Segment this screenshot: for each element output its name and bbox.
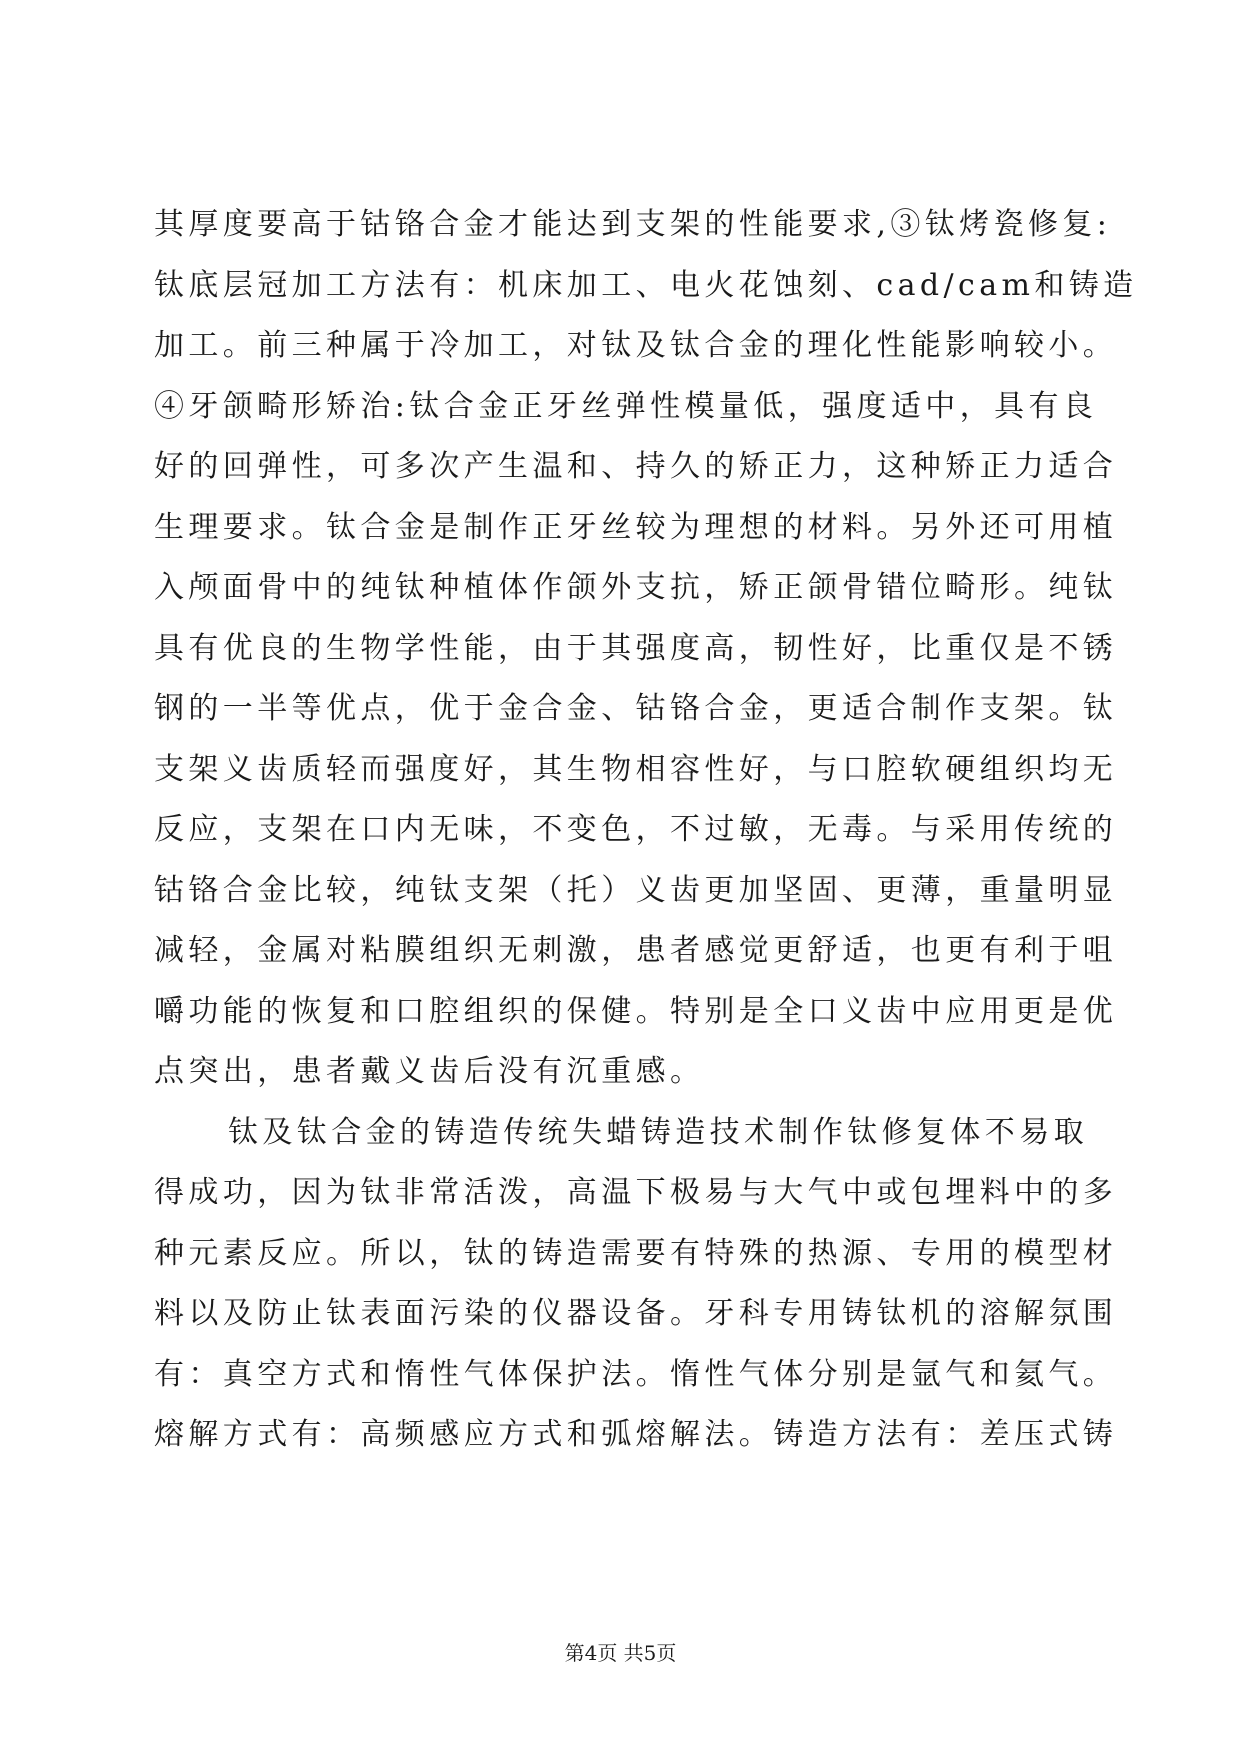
text-line: 反应，支架在口内无味，不变色，不过敏，无毒。与采用传统的 <box>154 812 1118 847</box>
text-line: 其厚度要高于钴铬合金才能达到支架的性能要求,③钛烤瓷修复: <box>154 207 1112 242</box>
text-line: 钢的一半等优点，优于金合金、钴铬合金，更适合制作支架。钛 <box>154 691 1118 726</box>
text-line: 料以及防止钛表面污染的仪器设备。牙科专用铸钛机的溶解氛围 <box>154 1296 1118 1331</box>
text-line: 生理要求。钛合金是制作正牙丝较为理想的材料。另外还可用植 <box>154 509 1118 545</box>
text-line: 钛及钛合金的铸造传统失蜡铸造技术制作钛修复体不易取 <box>228 1114 1088 1150</box>
text-line: 好的回弹性，可多次产生温和、持久的矫正力，这种矫正力适合 <box>154 449 1118 484</box>
text-line: 嚼功能的恢复和口腔组织的保健。特别是全口义齿中应用更是优 <box>154 993 1118 1029</box>
text-line: 有：真空方式和惰性气体保护法。惰性气体分别是氩气和氦气。 <box>154 1356 1118 1392</box>
text-line: ④牙颌畸形矫治:钛合金正牙丝弹性模量低，强度适中，具有良 <box>154 388 1098 424</box>
text-line: 点突出，患者戴义齿后没有沉重感。 <box>154 1054 705 1089</box>
paragraph-1 <box>154 195 1138 1103</box>
page-number-label: 第4页 共5页 <box>564 1641 677 1665</box>
text-line: 减轻，金属对粘膜组织无刺激，患者感觉更舒适，也更有利于咀 <box>154 933 1118 968</box>
text-line: 具有优良的生物学性能，由于其强度高，韧性好，比重仅是不锈 <box>154 630 1118 666</box>
text-line: 种元素反应。所以，钛的铸造需要有特殊的热源、专用的模型材 <box>154 1235 1118 1271</box>
page-footer <box>0 1639 1241 1667</box>
text-line: 加工。前三种属于冷加工，对钛及钛合金的理化性能影响较小。 <box>154 328 1118 363</box>
document-body <box>154 195 1138 1466</box>
text-line: 钛底层冠加工方法有：机床加工、电火花蚀刻、cad/cam和铸造 <box>154 267 1138 303</box>
text-line: 熔解方式有：高频感应方式和弧熔解法。铸造方法有：差压式铸 <box>154 1417 1118 1452</box>
text-line: 支架义齿质轻而强度好，其生物相容性好，与口腔软硬组织均无 <box>154 751 1118 787</box>
text-line: 入颅面骨中的纯钛种植体作颌外支抗，矫正颌骨错位畸形。纯钛 <box>154 570 1118 605</box>
paragraph-2 <box>154 1103 1118 1466</box>
text-line: 钴铬合金比较，纯钛支架（托）义齿更加坚固、更薄，重量明显 <box>154 872 1118 908</box>
text-line: 得成功，因为钛非常活泼，高温下极易与大气中或包埋料中的多 <box>154 1175 1118 1210</box>
